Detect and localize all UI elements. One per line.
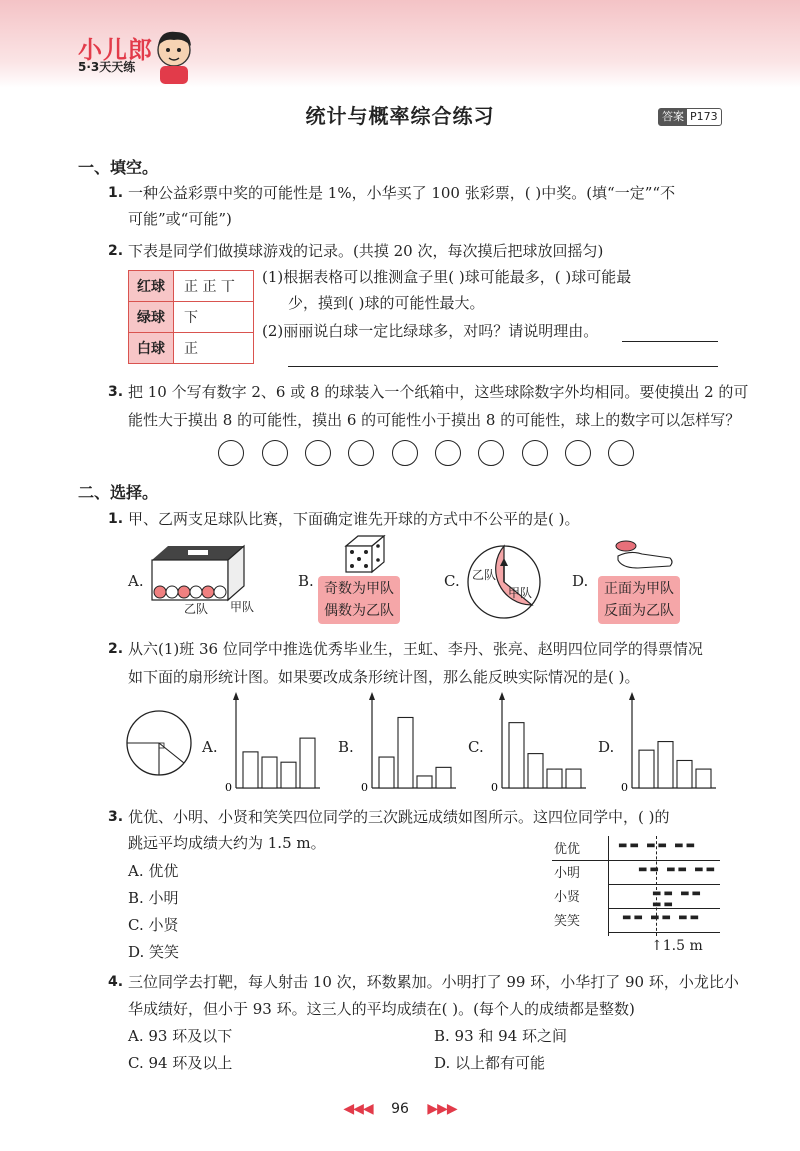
q1-2-sub1-line2: 少，摸到( )球的可能性最大。 bbox=[288, 294, 485, 312]
q2-1-number: 1. bbox=[108, 511, 124, 527]
q2-4-line2: 华成绩好，但小于 93 环。这三人的平均成绩在( )。(每个人的成绩都是整数) bbox=[128, 1000, 635, 1018]
section-1-title: 一、填空。 bbox=[78, 158, 159, 177]
mascot-icon bbox=[150, 28, 200, 86]
chart-bar bbox=[677, 760, 692, 788]
up-arrow-icon: ↑ bbox=[651, 938, 663, 954]
jump-name: 笑笑 bbox=[554, 914, 581, 929]
tally-marks: 下 bbox=[174, 302, 254, 333]
answer-circle[interactable] bbox=[565, 440, 591, 466]
option-b-line-2: 偶数为乙队 bbox=[324, 603, 394, 619]
q2-3-option-b: B. 小明 bbox=[128, 889, 179, 907]
q1-3-number: 3. bbox=[108, 384, 124, 400]
chart-bar bbox=[398, 717, 413, 788]
q1-1-number: 1. bbox=[108, 185, 124, 201]
answer-circle[interactable] bbox=[305, 440, 331, 466]
option-c-label-2: 甲队 bbox=[508, 586, 533, 600]
chart-bar bbox=[281, 762, 296, 788]
answer-label: 答案 bbox=[659, 109, 687, 125]
chart-bar bbox=[379, 757, 394, 788]
option-b-label: B. bbox=[298, 572, 314, 590]
axis-zero-label: 0 bbox=[361, 781, 368, 792]
jump-name: 小明 bbox=[554, 866, 581, 881]
bar-chart-d bbox=[620, 692, 718, 792]
tally-marks: 正 bbox=[174, 333, 254, 364]
axis-zero-label: 0 bbox=[621, 781, 628, 792]
q2-3-option-a: A. 优优 bbox=[128, 862, 179, 880]
jump-name: 小贤 bbox=[554, 890, 581, 905]
q2-3-line1: 优优、小明、小贤和笑笑四位同学的三次跳远成绩如图所示。这四位同学中，( )的 bbox=[128, 808, 670, 826]
bar-chart-b bbox=[360, 692, 458, 792]
footprint-icon: ▬▬ ▬▬ ▬▬ bbox=[618, 840, 698, 851]
chart-bar bbox=[696, 769, 711, 788]
ball-box-icon bbox=[148, 542, 248, 604]
footprint-icon: ▬▬ ▬▬ ▬▬ bbox=[652, 888, 703, 910]
chart-bar bbox=[547, 769, 562, 788]
footprint-icon: ▬▬ ▬▬ ▬▬ bbox=[638, 864, 718, 875]
axis-zero-label: 0 bbox=[225, 781, 232, 792]
chart-bar bbox=[417, 776, 432, 788]
axis-arrow-icon bbox=[629, 692, 635, 700]
answer-circle[interactable] bbox=[392, 440, 418, 466]
q2-1-text: 甲、乙两支足球队比赛，下面确定谁先开球的方式中不公平的是( )。 bbox=[128, 510, 580, 528]
chart-bar bbox=[243, 752, 258, 788]
jump-marker bbox=[651, 938, 703, 954]
bar-option-c: C. bbox=[468, 738, 484, 756]
q2-4-option-b: B. 93 和 94 环之间 bbox=[434, 1027, 568, 1045]
option-a-label-2: 甲队 bbox=[230, 600, 255, 614]
q1-2-sub2: (2)丽丽说白球一定比绿球多，对吗？请说明理由。 bbox=[262, 322, 599, 340]
option-a-label-1: 乙队 bbox=[184, 602, 209, 616]
table-row bbox=[129, 302, 254, 333]
q2-2-line1: 从六(1)班 36 位同学中推选优秀毕业生，王虹、李丹、张亮、赵明四位同学的得票情况 bbox=[128, 640, 703, 658]
option-a-label: A. bbox=[128, 572, 144, 590]
tally-label: 绿球 bbox=[129, 302, 174, 333]
option-d-line-2: 反面为乙队 bbox=[604, 603, 674, 619]
chart-bar bbox=[566, 769, 581, 788]
q2-3-line2: 跳远平均成绩大约为 1.5 m。 bbox=[128, 834, 326, 852]
answer-circle[interactable] bbox=[348, 440, 374, 466]
q2-4-option-a: A. 93 环及以下 bbox=[128, 1027, 233, 1045]
answer-reference bbox=[658, 108, 722, 126]
jump-baseline bbox=[608, 836, 609, 936]
q2-4-option-c: C. 94 环及以上 bbox=[128, 1054, 233, 1072]
q2-4-number: 4. bbox=[108, 974, 124, 990]
axis-zero-label: 0 bbox=[491, 781, 498, 792]
q1-2-sub1-line1: (1)根据表格可以推测盒子里( )球可能最多，( )球可能最 bbox=[262, 268, 632, 286]
q2-3-option-c: C. 小贤 bbox=[128, 916, 179, 934]
answer-circle[interactable] bbox=[218, 440, 244, 466]
option-b-line-1: 奇数为甲队 bbox=[324, 581, 394, 597]
prev-arrows-icon: ◀◀◀ bbox=[343, 1101, 373, 1117]
chart-bar bbox=[436, 767, 451, 788]
page-title: 统计与概率综合练习 bbox=[305, 104, 495, 128]
chart-bar bbox=[509, 723, 524, 788]
chart-bar bbox=[639, 750, 654, 788]
answer-circle[interactable] bbox=[608, 440, 634, 466]
bar-chart-c bbox=[490, 692, 588, 792]
dice-icon bbox=[340, 532, 388, 576]
page-number: 96 bbox=[391, 1101, 409, 1117]
answer-circle[interactable] bbox=[262, 440, 288, 466]
axis-arrow-icon bbox=[233, 692, 239, 700]
chart-bar bbox=[300, 738, 315, 788]
bar-option-a: A. bbox=[202, 738, 218, 756]
option-c-label: C. bbox=[444, 572, 460, 590]
chart-bar bbox=[528, 754, 543, 788]
q2-2-number: 2. bbox=[108, 641, 124, 657]
axis-arrow-icon bbox=[369, 692, 375, 700]
option-b-box bbox=[318, 576, 400, 624]
option-d-line-1: 正面为甲队 bbox=[604, 581, 674, 597]
footprint-icon: ▬▬ ▬▬ ▬▬ bbox=[622, 912, 702, 923]
next-arrows-icon: ▶▶▶ bbox=[427, 1101, 457, 1117]
q1-2-number: 2. bbox=[108, 243, 124, 259]
table-row bbox=[129, 333, 254, 364]
option-d-label: D. bbox=[572, 572, 589, 590]
bar-option-b: B. bbox=[338, 738, 354, 756]
pie-chart bbox=[124, 708, 194, 778]
answer-line[interactable] bbox=[622, 341, 718, 342]
bar-option-d: D. bbox=[598, 738, 615, 756]
q1-2-intro: 下表是同学们做摸球游戏的记录。(共摸 20 次，每次摸后把球放回摇匀) bbox=[128, 242, 604, 260]
axis-arrow-icon bbox=[499, 692, 505, 700]
tally-label: 红球 bbox=[129, 271, 174, 302]
q2-3-option-d: D. 笑笑 bbox=[128, 943, 180, 961]
answer-line[interactable] bbox=[288, 366, 718, 367]
jump-marker-label: 1.5 m bbox=[662, 938, 703, 954]
chart-bar bbox=[658, 742, 673, 788]
option-d-box bbox=[598, 576, 680, 624]
section-2-title: 二、选择。 bbox=[78, 483, 159, 502]
answer-circle[interactable] bbox=[435, 440, 461, 466]
table-row bbox=[129, 271, 254, 302]
tally-table bbox=[128, 270, 254, 364]
tally-marks: 正 正 丅 bbox=[174, 271, 254, 302]
q1-3-line2: 能性大于摸出 8 的可能性，摸出 6 的可能性小于摸出 8 的可能性，球上的数字可以怎样写？ bbox=[128, 411, 741, 429]
tally-label: 白球 bbox=[129, 333, 174, 364]
q1-3-line1: 把 10 个写有数字 2、6 或 8 的球装入一个纸箱中，这些球除数字外均相同。要使摸出 2 的可 bbox=[128, 383, 749, 401]
q1-1-line2: 可能”或“可能”) bbox=[128, 210, 232, 228]
hand-coin-icon bbox=[608, 532, 678, 572]
q2-3-number: 3. bbox=[108, 809, 124, 825]
q2-4-option-d: D. 以上都有可能 bbox=[434, 1054, 546, 1072]
answer-circle[interactable] bbox=[478, 440, 504, 466]
option-c-label-1: 乙队 bbox=[472, 568, 497, 582]
answer-page: P173 bbox=[690, 110, 718, 123]
brand-title: 小儿郎 bbox=[78, 36, 153, 64]
q2-2-line2: 如下面的扇形统计图。如果要改成条形统计图，那么能反映实际情况的是( )。 bbox=[128, 668, 640, 686]
jump-name: 优优 bbox=[554, 842, 581, 857]
jump-chart bbox=[552, 836, 722, 936]
answer-circle[interactable] bbox=[522, 440, 548, 466]
q2-4-line1: 三位同学去打靶，每人射击 10 次，环数累加。小明打了 99 环，小华打了 90 环，小龙比小 bbox=[128, 973, 739, 991]
brand-subtitle: 5·3天天练 bbox=[78, 60, 136, 74]
chart-bar bbox=[262, 757, 277, 788]
q1-1-line1: 一种公益彩票中奖的可能性是 1%，小华买了 100 张彩票，( )中奖。(填“一定”“不 bbox=[128, 184, 676, 202]
page-footer bbox=[0, 1101, 800, 1117]
bar-chart-a bbox=[224, 692, 322, 792]
